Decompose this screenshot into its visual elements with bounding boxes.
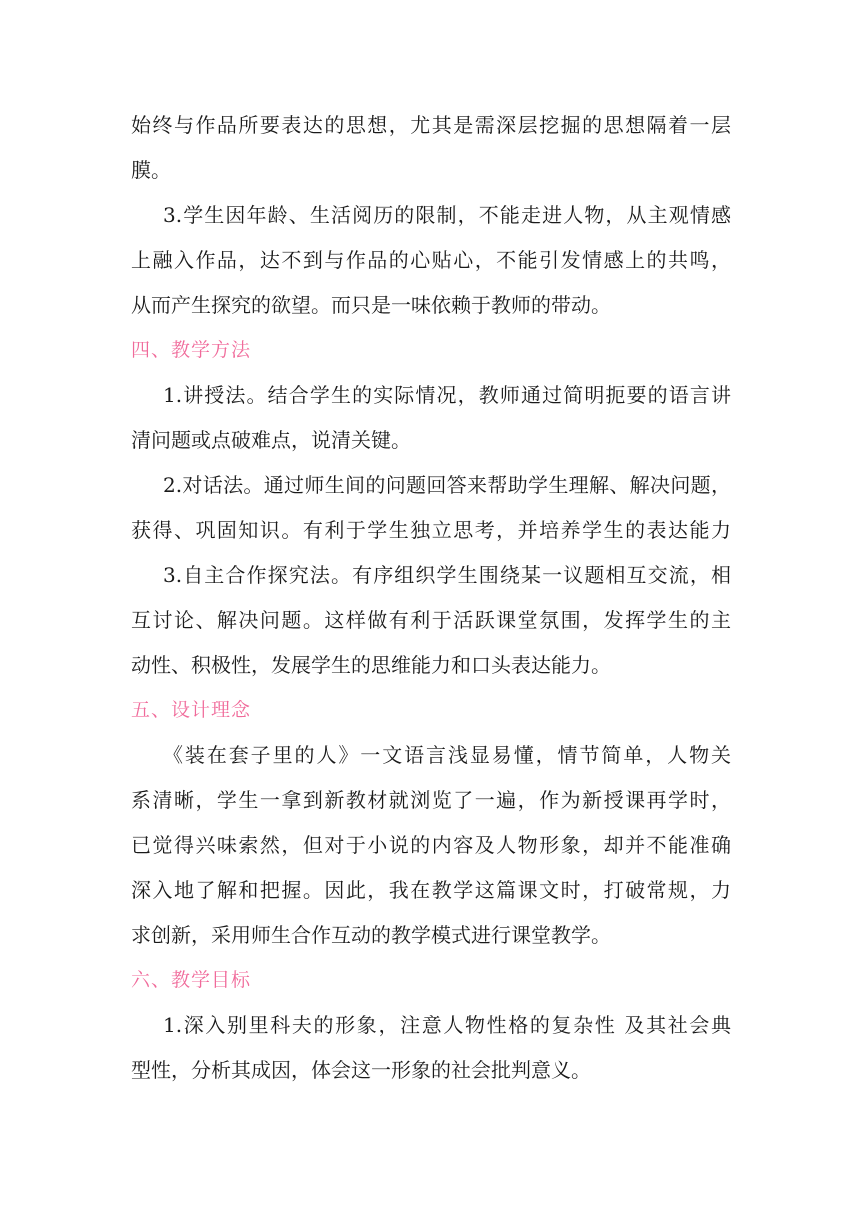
paragraph-line: 型性，分析其成因，体会这一形象的社会批判意义。 [131,1058,591,1082]
paragraph-line: 从而产生探究的欲望。而只是一味依赖于教师的带动。 [131,293,611,317]
paragraph-line: 始终与作品所要表达的思想，尤其是需深层挖掘的思想隔着一层 [131,113,731,137]
paragraph-line: 膜。 [131,158,171,182]
paragraph-line: 上融入作品，达不到与作品的心贴心，不能引发情感上的共鸣， [131,248,731,272]
paragraph-line: 系清晰，学生一拿到新教材就浏览了一遍，作为新授课再学时， [131,788,731,812]
paragraph-line: 2.对话法。通过师生间的问题回答来帮助学生理解、解决问题， [163,473,731,497]
document-page [131,103,731,1093]
paragraph-line: 3.学生因年龄、生活阅历的限制，不能走进人物，从主观情感 [163,203,731,227]
section-heading: 六、教学目标 [131,969,252,991]
paragraph-line: 动性、积极性，发展学生的思维能力和口头表达能力。 [131,653,611,677]
paragraph-line: 获得、巩固知识。有利于学生独立思考，并培养学生的表达能力 [131,518,731,542]
paragraph-line: 互讨论、解决问题。这样做有利于活跃课堂氛围，发挥学生的主 [131,608,731,632]
paragraph-line: 清问题或点破难点，说清关键。 [131,428,411,452]
paragraph-line: 求创新，采用师生合作互动的教学模式进行课堂教学。 [131,923,611,947]
section-heading: 四、教学方法 [131,339,252,361]
paragraph-line: 深入地了解和把握。因此，我在教学这篇课文时，打破常规，力 [131,878,731,902]
paragraph-line: 1.讲授法。结合学生的实际情况，教师通过简明扼要的语言讲 [163,383,731,407]
paragraph-line: 已觉得兴味索然，但对于小说的内容及人物形象，却并不能准确 [131,833,731,857]
section-heading: 五、设计理念 [131,699,252,721]
paragraph-line: 3.自主合作探究法。有序组织学生围绕某一议题相互交流，相 [163,563,731,587]
paragraph-line: 1.深入别里科夫的形象，注意人物性格的复杂性 及其社会典 [163,1013,731,1037]
paragraph-line: 《装在套子里的人》一文语言浅显易懂，情节简单，人物关 [163,743,731,767]
